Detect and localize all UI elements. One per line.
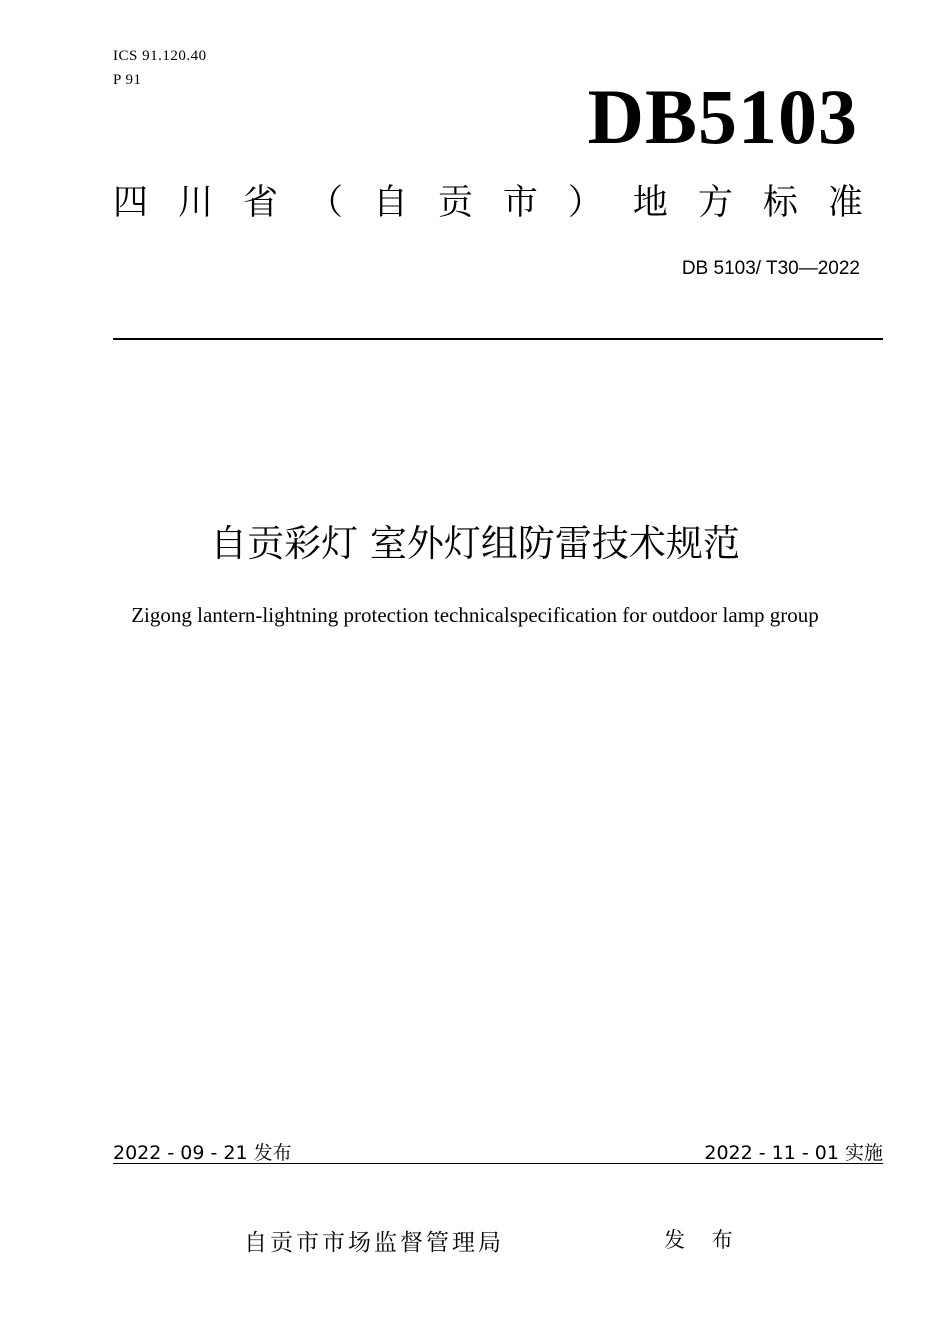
issue-date: 2022 - 09 - 21 发布 <box>113 1142 292 1164</box>
standard-kind-char: 川 <box>177 183 213 223</box>
standard-kind-char: 贡 <box>437 183 473 223</box>
document-title-chinese: 自贡彩灯 室外灯组防雷技术规范 <box>210 522 740 565</box>
header-divider <box>113 338 883 340</box>
standard-kind-char: 市 <box>502 183 538 223</box>
standard-code-logo: DB5103 <box>587 73 858 160</box>
standard-number: DB 5103/ T30—2022 <box>681 258 860 279</box>
standard-kind-char: 自 <box>372 183 408 223</box>
standard-kind-char: 准 <box>827 183 863 223</box>
standard-kind-char: ） <box>567 183 603 223</box>
standard-kind-char: 四 <box>113 183 149 223</box>
ccs-code: P 91 <box>113 72 142 88</box>
issue-label: 发 布 <box>664 1228 743 1252</box>
ics-code: ICS 91.120.40 <box>113 48 207 64</box>
standard-kind-char: 省 <box>242 183 278 223</box>
standard-kind-char: 标 <box>762 183 798 223</box>
standard-kind-heading <box>113 184 863 223</box>
document-title-english: Zigong lantern-lightning protection technicalspecification for outdoor lamp group <box>131 603 819 627</box>
standard-kind-char: 方 <box>697 183 733 223</box>
standard-kind-char: （ <box>307 183 343 223</box>
footer-divider <box>113 1163 883 1164</box>
issuing-authority: 自贡市市场监督管理局 <box>244 1230 504 1256</box>
standard-kind-char: 地 <box>632 183 668 223</box>
implementation-date: 2022 - 11 - 01 实施 <box>704 1142 883 1164</box>
